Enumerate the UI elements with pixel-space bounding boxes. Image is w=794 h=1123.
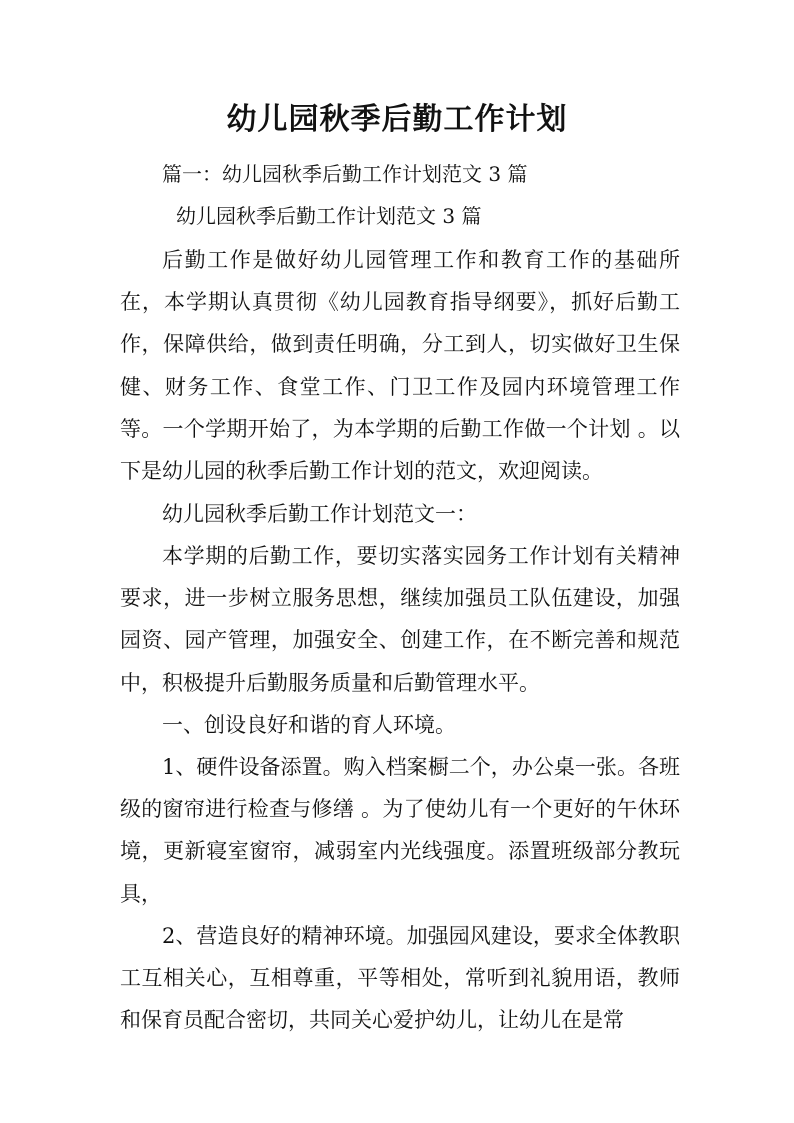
section-heading: 篇一：幼儿园秋季后勤工作计划范文 3 篇 (162, 162, 528, 186)
paragraph-goals: 本学期的后勤工作，要切实落实园务工作计划有关精神要求，进一步树立服务思想，继续加强员工队伍建设，加强园资、园产管理，加强安全、创建工作，在不断完善和规范中，积极提升后勤服务质量和后勤管理水平。 (120, 544, 680, 695)
paragraph-section-one: 一、创设良好和谐的育人环境。 (162, 713, 456, 737)
paragraph-heading-one: 幼儿园秋季后勤工作计划范文一： (162, 502, 477, 526)
paragraph-intro: 后勤工作是做好幼儿园管理工作和教育工作的基础所在，本学期认真贯彻《幼儿园教育指导纲要》，抓好后勤工作，保障供给，做到责任明确，分工到人，切实做好卫生保健、财务工作、食堂工作、门卫工作及园内环境管理工作等。一个学期开始了，为本学期的后勤工作做一个计划 。以下是幼儿园的秋季后勤工作计划的范文，欢迎阅读。 (120, 248, 680, 484)
document-title: 幼儿园秋季后勤工作计划 (226, 102, 568, 137)
paragraph-spirit: 2、营造良好的精神环境。加强园风建设，要求全体教职工互相关心，互相尊重，平等相处，常听到礼貌用语，教师和保育员配合密切，共同关心爱护幼儿，让幼儿在是常 (120, 924, 680, 1033)
section-subheading: 幼儿园秋季后勤工作计划范文 3 篇 (176, 204, 482, 228)
paragraph-hardware: 1、硬件设备添置。购入档案橱二个，办公桌一张。各班级的窗帘进行检查与修缮 。为了使幼儿有一个更好的午休环境，更新寝室窗帘，减弱室内光线强度。添置班级部分教玩具， (120, 755, 680, 906)
